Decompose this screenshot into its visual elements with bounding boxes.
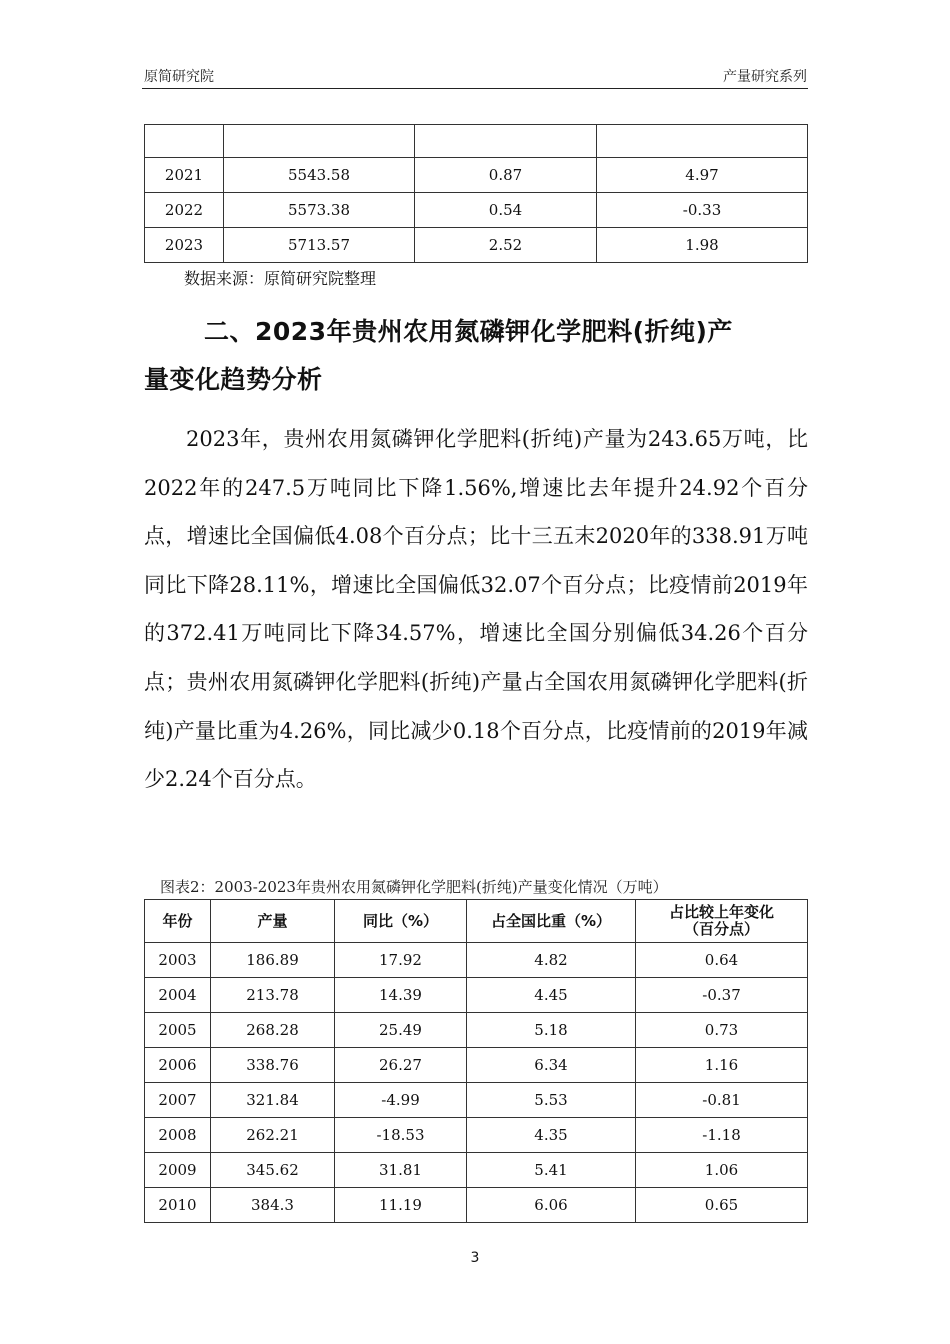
cell-yoy: 2.52 xyxy=(415,228,597,263)
analysis-paragraph: 2023年，贵州农用氮磷钾化学肥料(折纯)产量为243.65万吨，比2022年的247.5万吨同比下降1.56%,增速比去年提升24.92个百分点，增速比全国偏低4.08个百分点；比十三五末2020年的338.91万吨同比下降28.11%，增速比全国偏低32.07个百分点；比疫情前2019年的372.41万吨同比下降34.57%，增速比全国分别偏低34.26个百分点；贵州农用氮磷钾化学肥料(折纯)产量占全国农用氮磷钾化学肥料(折纯)产量比重为4.26%，同比减少0.18个百分点，比疫情前的2019年减少2.24个百分点。 xyxy=(144,427,808,792)
cell-yoy: 0.87 xyxy=(415,158,597,193)
cell-output: 213.78 xyxy=(211,978,335,1013)
cell-year: 2005 xyxy=(145,1013,211,1048)
cell-output: 384.3 xyxy=(211,1188,335,1223)
cell-year: 2004 xyxy=(145,978,211,1013)
cell-extra: 4.97 xyxy=(597,158,808,193)
cell-share-change: 1.06 xyxy=(636,1153,808,1188)
col-header-year: 年份 xyxy=(145,900,211,943)
cell-year: 2006 xyxy=(145,1048,211,1083)
col-header-yoy: 同比（%） xyxy=(335,900,467,943)
cell-yoy: -18.53 xyxy=(335,1118,467,1153)
cell-share-change: -0.81 xyxy=(636,1083,808,1118)
cell-extra: 1.98 xyxy=(597,228,808,263)
col-header-share: 占全国比重（%） xyxy=(467,900,636,943)
cell-yoy: 31.81 xyxy=(335,1153,467,1188)
col-header-share-change-line2: （百分点） xyxy=(683,920,759,938)
cell-share-change: 0.64 xyxy=(636,943,808,978)
table-row xyxy=(145,158,808,193)
cell-year: 2009 xyxy=(145,1153,211,1188)
production-table xyxy=(144,899,808,1223)
page-number: 3 xyxy=(470,1250,480,1266)
cell-year: 2008 xyxy=(145,1118,211,1153)
section-heading xyxy=(144,308,814,404)
cell-year: 2021 xyxy=(145,158,224,193)
cell-yoy: 14.39 xyxy=(335,978,467,1013)
header-org-name: 原简研究院 xyxy=(144,69,214,85)
cell-share: 5.18 xyxy=(467,1013,636,1048)
table-row xyxy=(145,1118,808,1153)
continued-data-table xyxy=(144,124,808,263)
cell-output: 186.89 xyxy=(211,943,335,978)
table-row xyxy=(145,125,808,158)
cell-year: 2023 xyxy=(145,228,224,263)
col-header-share-change xyxy=(636,900,808,943)
cell-yoy: 0.54 xyxy=(415,193,597,228)
table-row xyxy=(145,228,808,263)
table-row xyxy=(145,193,808,228)
table-row xyxy=(145,978,808,1013)
table-row xyxy=(145,1153,808,1188)
cell-year: 2022 xyxy=(145,193,224,228)
cell-yoy: 26.27 xyxy=(335,1048,467,1083)
col-header-share-change-line1: 占比较上年变化 xyxy=(668,903,774,921)
cell-value: 5713.57 xyxy=(224,228,415,263)
cell-output: 262.21 xyxy=(211,1118,335,1153)
cell-share: 5.53 xyxy=(467,1083,636,1118)
cell-share: 6.06 xyxy=(467,1188,636,1223)
cell-value: 5573.38 xyxy=(224,193,415,228)
cell-output: 268.28 xyxy=(211,1013,335,1048)
table-caption: 图表2：2003-2023年贵州农用氮磷钾化学肥料(折纯)产量变化情况（万吨） xyxy=(160,878,668,896)
col-header-output: 产量 xyxy=(211,900,335,943)
cell-value: 5543.58 xyxy=(224,158,415,193)
table-row xyxy=(145,1188,808,1223)
data-source-note: 数据来源：原简研究院整理 xyxy=(184,269,377,288)
section-heading-line1: 二、2023年贵州农用氮磷钾化学肥料(折纯)产 xyxy=(204,317,733,346)
cell-year: 2010 xyxy=(145,1188,211,1223)
cell-share: 4.45 xyxy=(467,978,636,1013)
cell-share: 6.34 xyxy=(467,1048,636,1083)
table-header-row xyxy=(145,900,808,943)
section-heading-line2: 量变化趋势分析 xyxy=(144,365,323,394)
cell-output: 338.76 xyxy=(211,1048,335,1083)
cell-share: 4.35 xyxy=(467,1118,636,1153)
cell-year: 2007 xyxy=(145,1083,211,1118)
cell-share: 5.41 xyxy=(467,1153,636,1188)
cell-share-change: -1.18 xyxy=(636,1118,808,1153)
table-row xyxy=(145,943,808,978)
cell-yoy: 17.92 xyxy=(335,943,467,978)
cell-yoy: 11.19 xyxy=(335,1188,467,1223)
cell-share-change: -0.37 xyxy=(636,978,808,1013)
table-row xyxy=(145,1048,808,1083)
cell-yoy: 25.49 xyxy=(335,1013,467,1048)
cell-extra: -0.33 xyxy=(597,193,808,228)
table-row xyxy=(145,1013,808,1048)
cell-year: 2003 xyxy=(145,943,211,978)
cell-share-change: 0.65 xyxy=(636,1188,808,1223)
cell-share-change: 0.73 xyxy=(636,1013,808,1048)
header-series-name: 产量研究系列 xyxy=(723,69,807,85)
cell-output: 345.62 xyxy=(211,1153,335,1188)
cell-yoy: -4.99 xyxy=(335,1083,467,1118)
cell-output: 321.84 xyxy=(211,1083,335,1118)
cell-share-change: 1.16 xyxy=(636,1048,808,1083)
header-divider xyxy=(142,88,808,89)
table-row xyxy=(145,1083,808,1118)
cell-share: 4.82 xyxy=(467,943,636,978)
